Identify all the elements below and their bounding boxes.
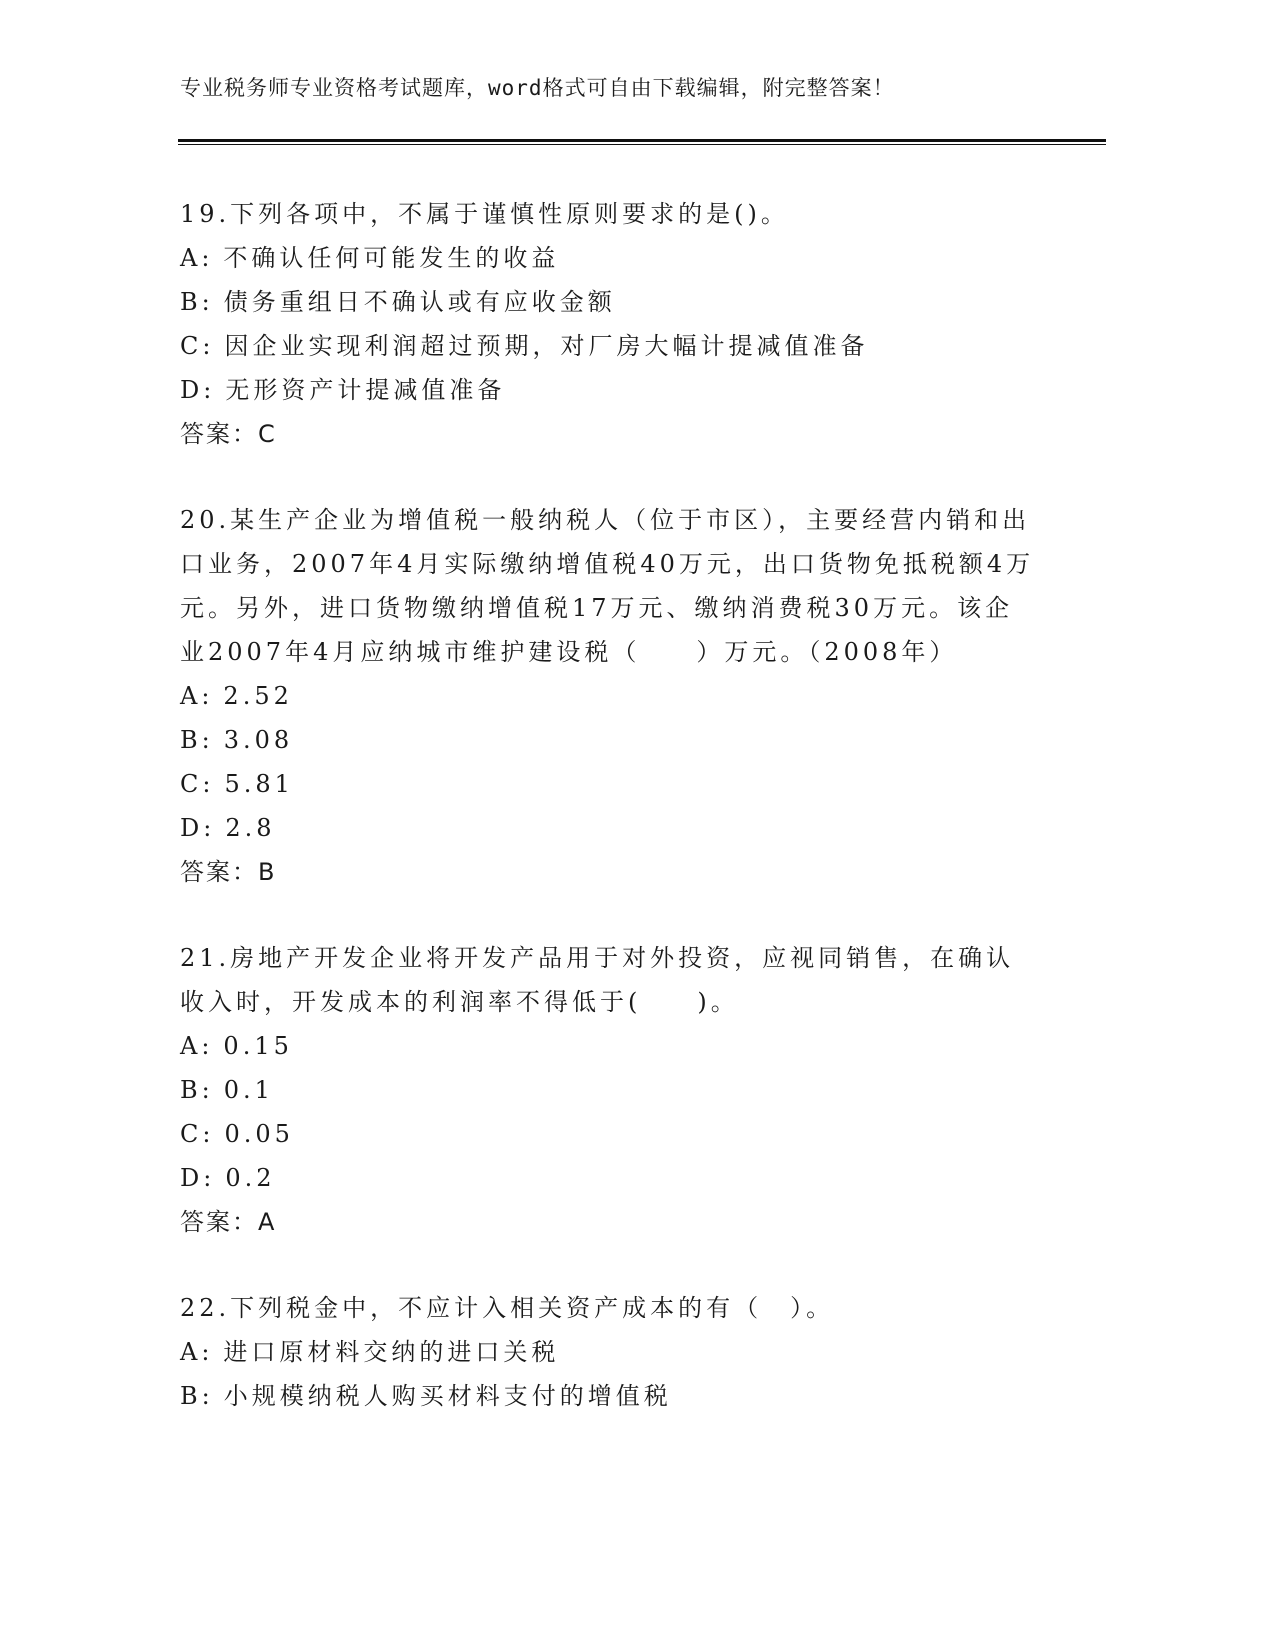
answer-label: 答案：C	[180, 420, 277, 448]
option-b	[180, 1068, 1040, 1112]
option-text: 0.15	[223, 1032, 293, 1060]
question-19	[180, 192, 1040, 456]
option-text: 0.05	[224, 1120, 294, 1148]
option-key: D:	[180, 1164, 216, 1192]
option-a	[180, 1024, 1040, 1068]
option-c	[180, 762, 1040, 806]
option-key: B:	[180, 288, 214, 316]
option-text: 债务重组日不确认或有应收金额	[223, 288, 616, 316]
option-key: A:	[180, 682, 214, 710]
question-20	[180, 498, 1040, 894]
option-text: 进口原材料交纳的进口关税	[223, 1338, 560, 1366]
option-key: A:	[180, 244, 214, 272]
option-key: C:	[180, 770, 215, 798]
question-text: 20.某生产企业为增值税一般纳税人（位于市区），主要经营内销和出口业务，2007年4月实际缴纳增值税40万元，出口货物免抵税额4万元。另外，进口货物缴纳增值税17万元、缴纳消费税30万元。该企业2007年4月应纳城市维护建设税（ ）万元。（2008年）	[180, 506, 1035, 666]
header-rule-thin	[178, 144, 1106, 145]
question-21	[180, 936, 1040, 1244]
option-text: 无形资产计提减值准备	[225, 376, 506, 404]
option-a	[180, 1330, 1040, 1374]
option-text: 0.1	[223, 1076, 274, 1104]
option-c	[180, 1112, 1040, 1156]
option-key: A:	[180, 1338, 214, 1366]
option-key: C:	[180, 332, 215, 360]
option-c	[180, 324, 1040, 368]
option-text: 2.52	[223, 682, 293, 710]
option-d	[180, 1156, 1040, 1200]
option-a	[180, 674, 1040, 718]
question-text: 22.下列税金中，不应计入相关资产成本的有（ ）。	[180, 1294, 835, 1322]
option-key: C:	[180, 1120, 215, 1148]
option-key: D:	[180, 814, 216, 842]
option-d	[180, 806, 1040, 850]
option-d	[180, 368, 1040, 412]
option-b	[180, 1374, 1040, 1418]
page-header: 专业税务师专业资格考试题库，word格式可自由下载编辑，附完整答案！	[180, 76, 895, 100]
option-text: 不确认任何可能发生的收益	[223, 244, 560, 272]
option-key: B:	[180, 1076, 214, 1104]
option-b	[180, 718, 1040, 762]
header-rule-thick	[178, 139, 1106, 142]
answer-label: 答案：B	[180, 858, 277, 886]
option-key: A:	[180, 1032, 214, 1060]
option-text: 0.2	[225, 1164, 276, 1192]
question-list	[180, 192, 1040, 1460]
question-text: 21.房地产开发企业将开发产品用于对外投资，应视同销售，在确认收入时，开发成本的利润率不得低于( )。	[180, 944, 1015, 1016]
option-text: 2.8	[225, 814, 276, 842]
option-a	[180, 236, 1040, 280]
option-text: 3.08	[223, 726, 294, 754]
question-text: 19.下列各项中，不属于谨慎性原则要求的是()。	[180, 200, 789, 228]
option-key: B:	[180, 1382, 214, 1410]
option-text: 5.81	[224, 770, 294, 798]
option-text: 因企业实现利润超过预期，对厂房大幅计提减值准备	[224, 332, 869, 360]
option-text: 小规模纳税人购买材料支付的增值税	[223, 1382, 672, 1410]
option-key: D:	[180, 376, 216, 404]
question-22	[180, 1286, 1040, 1418]
option-key: B:	[180, 726, 214, 754]
answer-label: 答案：A	[180, 1208, 277, 1236]
option-b	[180, 280, 1040, 324]
